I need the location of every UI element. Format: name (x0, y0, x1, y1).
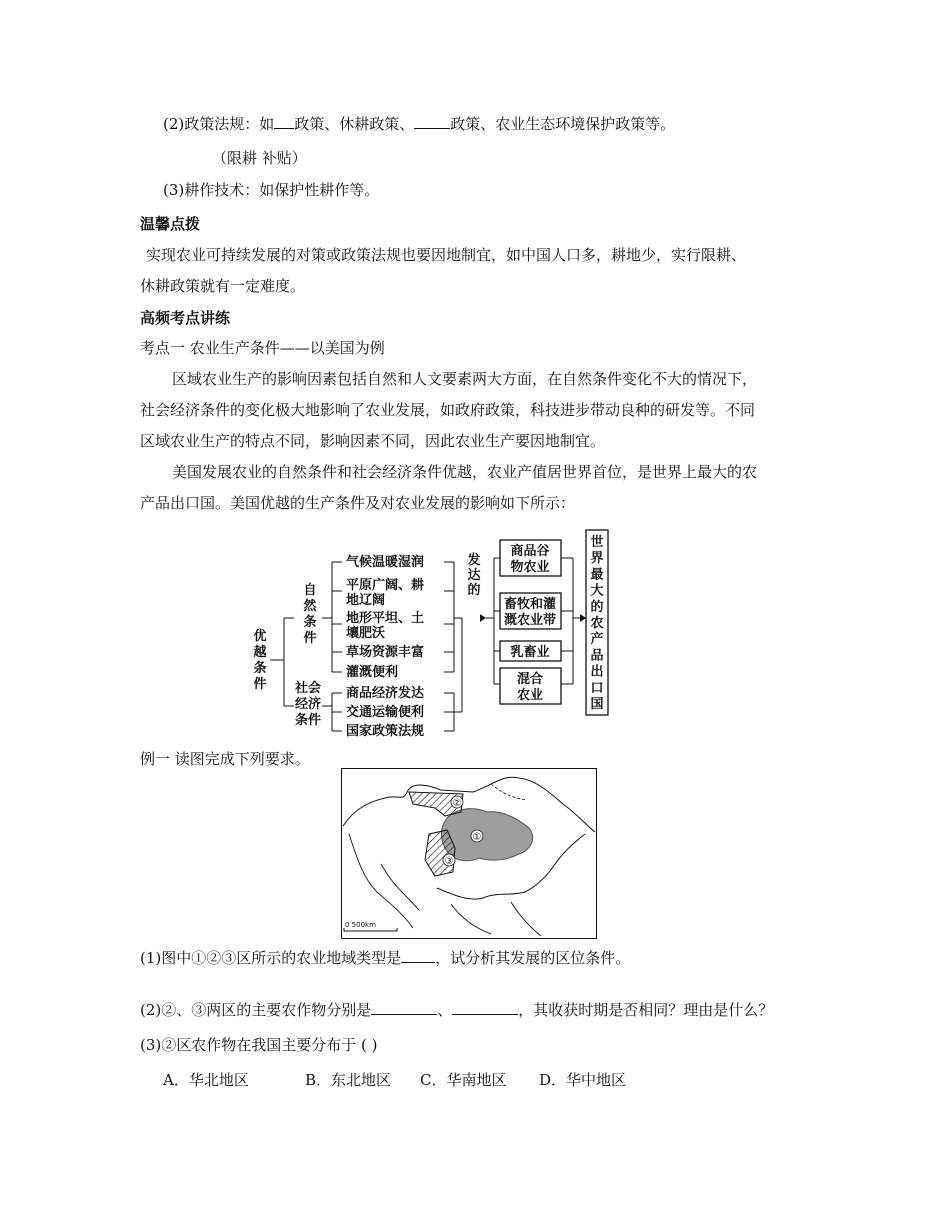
para1-line-2: 社会经济条件的变化极大地影响了农业发展，如政府政策，科技进步带动良种的研发等。不同 (140, 401, 756, 419)
north-america-map (341, 768, 597, 939)
option-c: C．华南地区 (420, 1071, 507, 1089)
result-label: 品 (590, 648, 604, 664)
developed-label: 达 (467, 568, 481, 583)
natural-item: 壤肥沃 (346, 626, 386, 641)
outcome-label: 乳畜业 (510, 645, 550, 660)
result-label: 口 (590, 680, 604, 696)
arrow-head (480, 614, 486, 622)
tech-line: (3)耕作技术：如保护性耕作等。 (163, 181, 380, 199)
para2-line-2: 产品出口国。美国优越的生产条件及对农业发展的影响如下所示： (140, 494, 576, 512)
result-label: 界 (590, 551, 604, 567)
social-label: 社会 (294, 681, 322, 696)
q2-text-a: (2)②、③两区的主要农作物分别是 (140, 1001, 372, 1019)
option-d: D．华中地区 (539, 1071, 627, 1089)
para1-line-1: 区域农业生产的影响因素包括自然和人文要素两大方面，在自然条件变化不大的情况下， (172, 370, 758, 388)
question-2 (140, 1000, 773, 1020)
natural-item: 地辽阔 (346, 593, 386, 608)
example-intro: 例一 读图完成下列要求。 (140, 750, 310, 768)
question-1 (140, 948, 630, 968)
result-label: 最 (590, 567, 604, 583)
social-label: 条件 (294, 713, 322, 728)
conditions-diagram (248, 528, 620, 744)
map-scale: 0 500km (345, 921, 376, 929)
map-label-1: ① (472, 832, 482, 843)
natural-label: 条 (303, 615, 317, 630)
natural-label: 然 (303, 599, 317, 614)
q1-text-a: (1)图中①②③区所示的农业地域类型是 (140, 949, 402, 967)
result-label: 的 (590, 599, 604, 615)
natural-item: 灌溉便利 (346, 665, 399, 680)
root-label: 优 (253, 629, 267, 644)
fill-blank (452, 1000, 518, 1015)
para2-line-1: 美国发展农业的自然条件和社会经济条件优越，农业产值居世界首位，是世界上最大的农 (172, 463, 758, 481)
natural-item: 气候温暖湿润 (346, 555, 425, 570)
outcome-label: 畜牧和灌 (503, 597, 557, 612)
q1-text-b: ，试分析其发展的区位条件。 (435, 949, 631, 967)
policy-text-2: 政策、休耕政策、 (294, 115, 415, 133)
natural-item: 地形平坦、土 (346, 611, 425, 626)
option-a: A．华北地区 (163, 1071, 249, 1089)
result-label: 大 (590, 583, 604, 599)
root-label: 条 (253, 661, 267, 676)
social-label: 经济 (294, 697, 322, 712)
map-svg (341, 768, 597, 939)
outcome-label: 物农业 (510, 560, 550, 575)
fill-blank (371, 1000, 437, 1015)
diagram-svg (248, 528, 620, 744)
fill-blank (414, 114, 450, 129)
tip-heading: 温馨点拨 (140, 215, 201, 233)
result-label: 国 (590, 697, 604, 712)
fill-blank (274, 114, 294, 129)
developed-label: 发 (467, 553, 481, 568)
option-b: B．东北地区 (305, 1071, 392, 1089)
root-label: 越 (253, 645, 267, 660)
result-label: 产 (590, 632, 604, 648)
root-label: 件 (253, 677, 267, 692)
outcome-label: 商品谷 (510, 544, 550, 559)
natural-item: 平原广阔、耕 (346, 578, 425, 593)
para1-line-3: 区域农业生产的特点不同，影响因素不同，因此农业生产要因地制宜。 (140, 432, 606, 450)
outcome-label: 农业 (516, 688, 544, 703)
result-label: 出 (590, 664, 604, 680)
policy-text-3: 政策、农业生态环境保护政策等。 (450, 115, 676, 133)
social-item: 交通运输便利 (346, 705, 425, 720)
topic-title: 考点一 农业生产条件——以美国为例 (140, 339, 385, 357)
q2-text-b: 、 (437, 1001, 453, 1019)
result-label: 世 (590, 535, 604, 550)
map-label-3: ③ (444, 856, 454, 867)
developed-label: 的 (467, 583, 481, 598)
q2-text-c: ，其收获时期是否相同？理由是什么？ (518, 1001, 774, 1019)
natural-item: 草场资源丰富 (346, 645, 425, 660)
outcome-label: 溉农业带 (503, 613, 557, 628)
natural-label: 件 (303, 631, 317, 646)
social-item: 商品经济发达 (346, 686, 425, 701)
fill-blank (401, 948, 435, 963)
social-item: 国家政策法规 (346, 724, 425, 739)
policy-answer: （限耕 补贴） (212, 149, 307, 167)
map-label-2: ② (452, 798, 462, 809)
policy-text-1: (2)政策法规：如 (163, 115, 275, 133)
policy-line (163, 114, 675, 134)
tip-line-1: 实现农业可持续发展的对策或政策法规也要因地制宜，如中国人口多，耕地少，实行限耕、 (146, 246, 747, 264)
outcome-label: 混合 (516, 672, 544, 687)
question-3: (3)②区农作物在我国主要分布于 ( ) (140, 1036, 378, 1054)
result-label: 农 (590, 616, 604, 631)
tip-line-2: 休耕政策就有一定难度。 (140, 277, 306, 295)
natural-label: 自 (303, 583, 317, 598)
section-heading: 高频考点讲练 (140, 309, 231, 327)
arrow-head (580, 614, 586, 622)
